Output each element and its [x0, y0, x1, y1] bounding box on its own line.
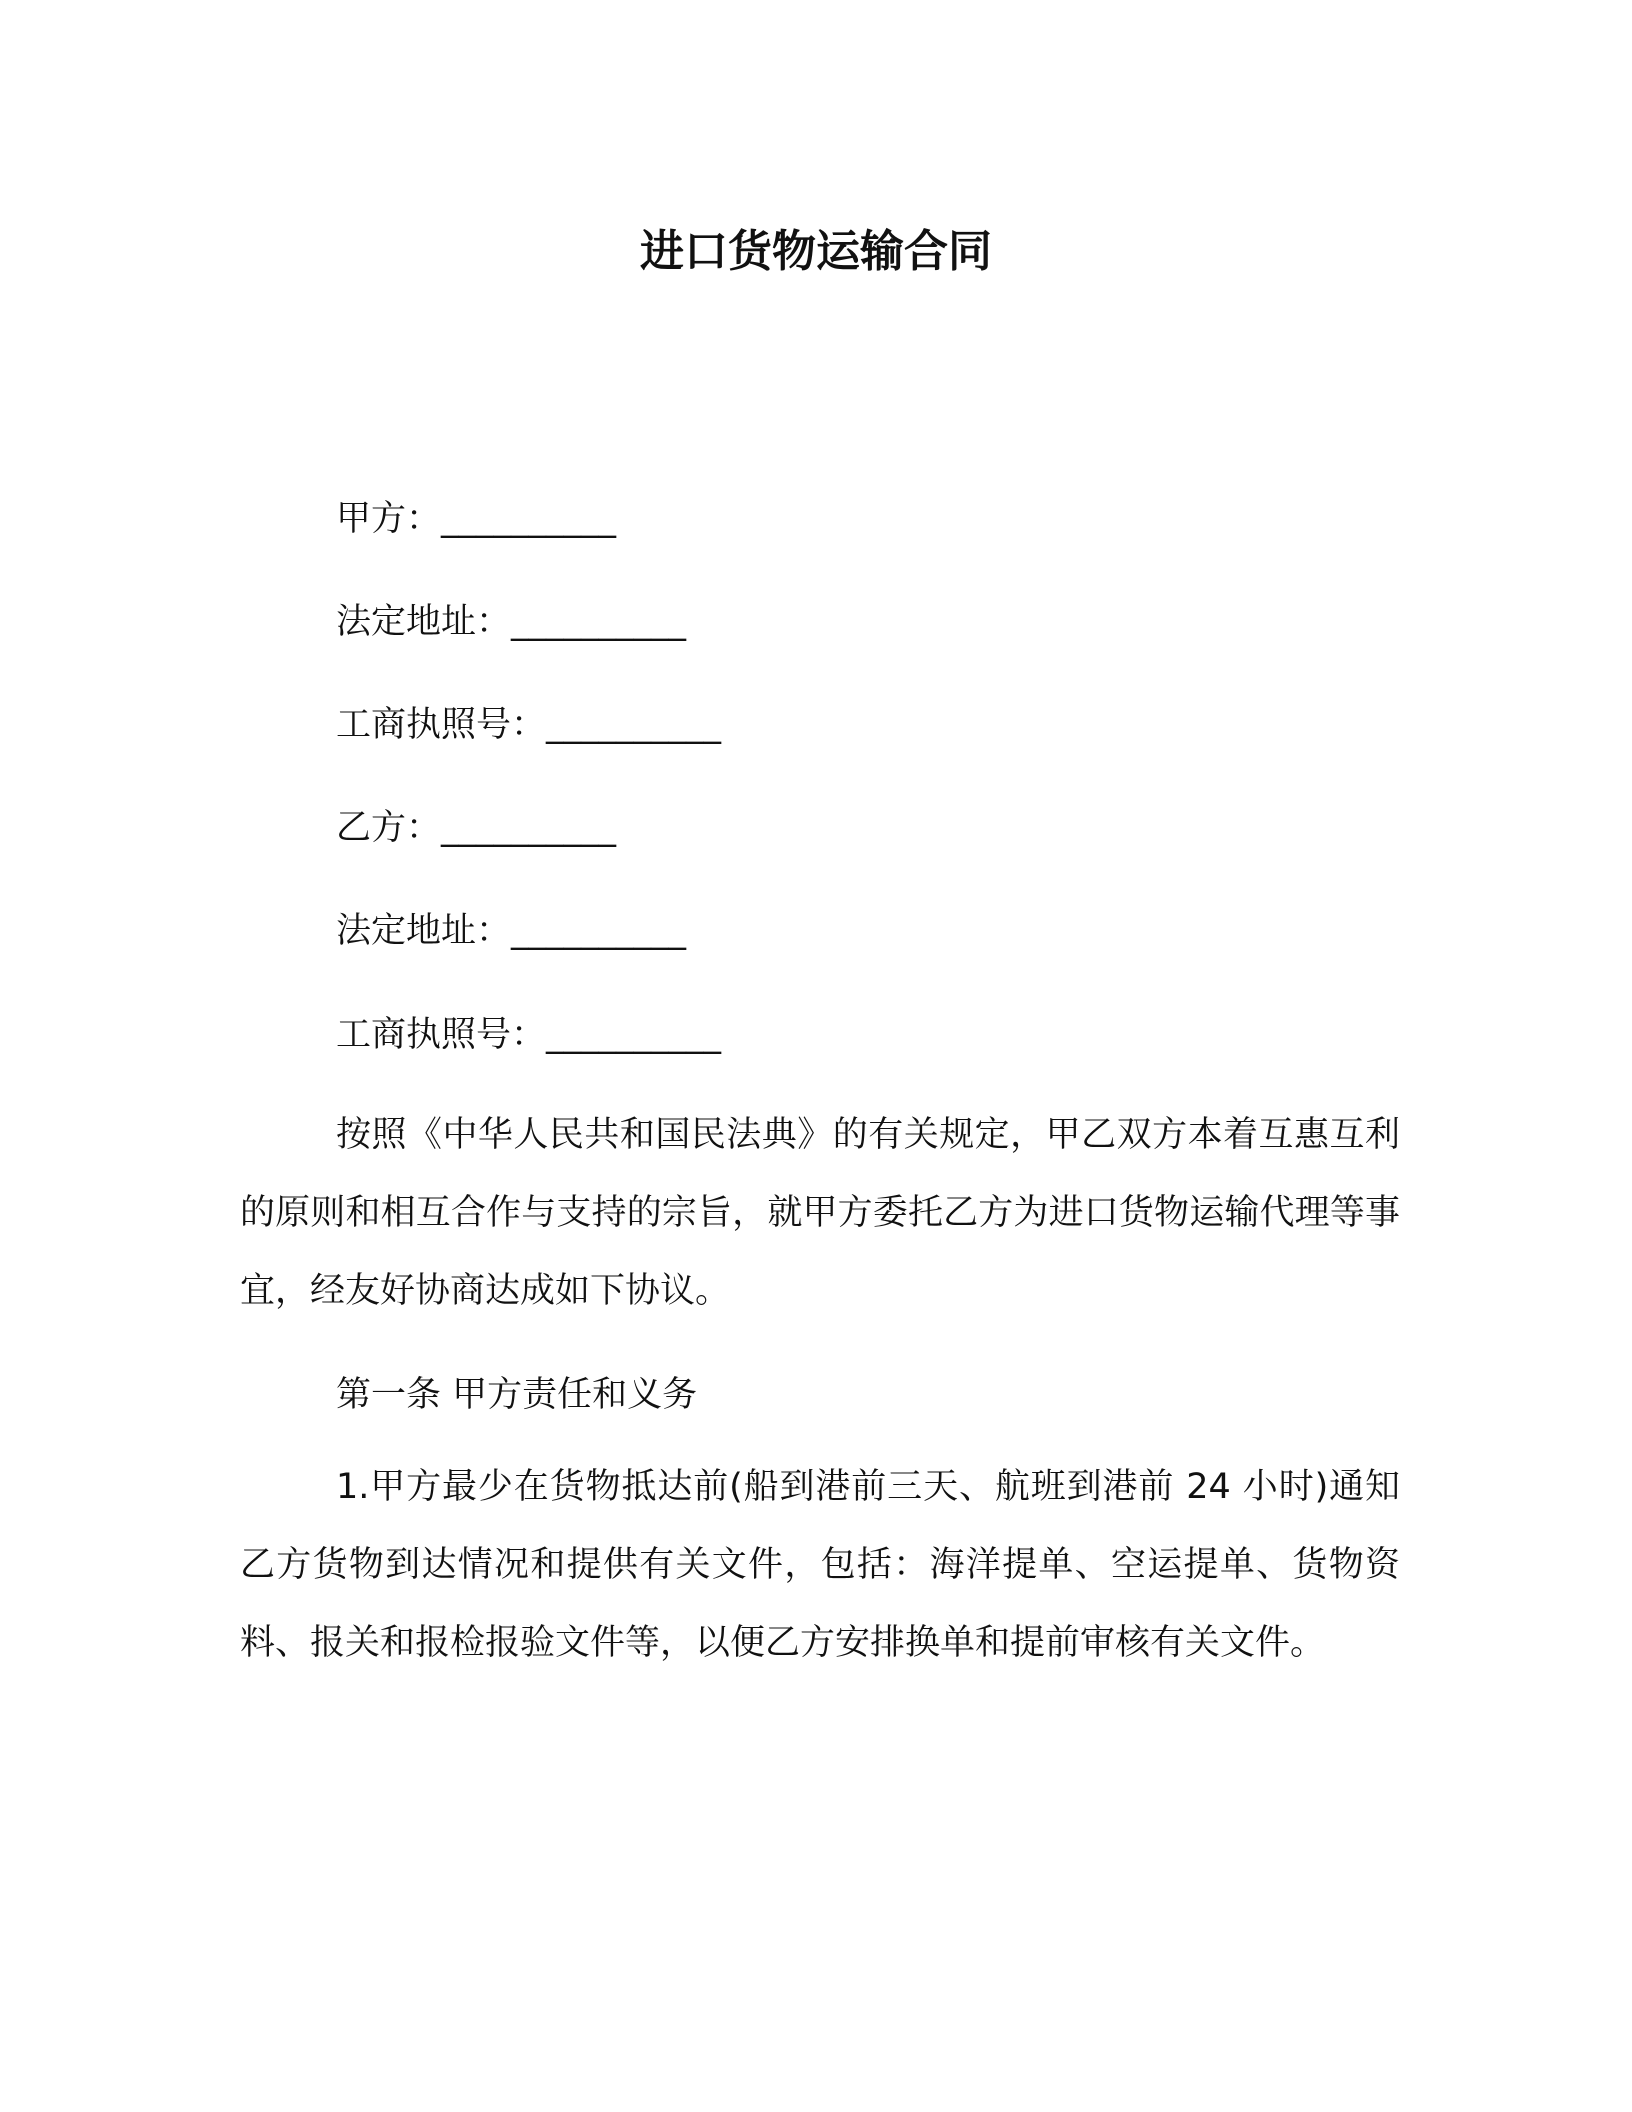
- party-a-address-field: 法定地址：__________: [336, 602, 687, 642]
- party-b-name-field: 乙方：__________: [336, 808, 617, 848]
- party-b-address-field: 法定地址：__________: [336, 911, 687, 951]
- party-b-license-field: 工商执照号：__________: [336, 1015, 722, 1055]
- article-1-clause-1: 1.甲方最少在货物抵达前(船到港前三天、航班到港前 24 小时)通知乙方货物到达情况和提供有关文件，包括：海洋提单、空运提单、货物资料、报关和报检报验文件等，以便乙方安排换单和提前审核有关文件。: [240, 1467, 1400, 1663]
- party-a-license-field: 工商执照号：__________: [336, 705, 722, 745]
- preamble-paragraph: 按照《中华人民共和国民法典》的有关规定，甲乙双方本着互惠互利的原则和相互合作与支持的宗旨，就甲方委托乙方为进口货物运输代理等事宜，经友好协商达成如下协议。: [240, 1115, 1400, 1311]
- party-a-name-field: 甲方：__________: [336, 499, 617, 539]
- contract-title: 进口货物运输合同: [640, 226, 992, 277]
- article-1-heading: 第一条 甲方责任和义务: [336, 1375, 698, 1415]
